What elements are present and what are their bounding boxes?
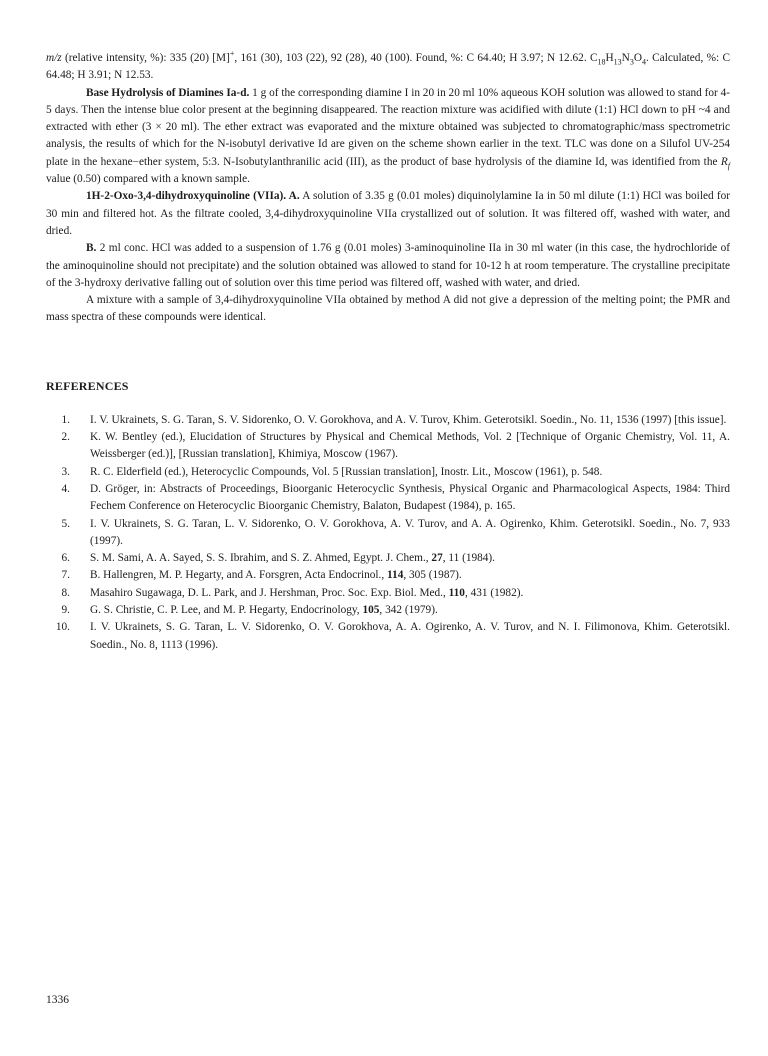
text-run: , 342 (1979). <box>379 604 438 617</box>
text-run: S. M. Sami, A. A. Sayed, S. S. Ibrahim, and S. Z. Ahmed, Egypt. J. Chem., <box>90 552 432 565</box>
text-run: H <box>605 52 614 64</box>
text-run: Base Hydrolysis of Diamines Ia-d. <box>86 86 250 99</box>
text-run: 2 ml conc. HCl was added to a suspension of 1.76 g (0.01 moles) 3-aminoquinoline IIa in 30 ml water (in this case, the hydrochloride of the aminoquinoline should not precipitate) and the solution obtained was allowed to stand for 10-12 h at room temperature. The crystalline precipitate of the 3-hydroxy derivative falling out of solution over this time period was filtered off, washed with water, and dried. <box>46 242 730 289</box>
text-run: I. V. Ukrainets, S. G. Taran, S. V. Sidorenko, O. V. Gorokhova, and A. V. Turov, Khim. Geterotsikl. Soedin., No. 11, 1536 (1997) [this issue]. <box>90 413 727 426</box>
text-run: R <box>720 155 728 168</box>
text-run: , 161 (30), 103 (22), 92 (28), 40 (100). Found, %: C 64.40; H 3.97; N 12.62. C <box>234 52 598 64</box>
text-run: . Calculated, %: C 64.48; H 3.91; N 12.53. <box>46 52 730 82</box>
text-run: , 431 (1982). <box>464 586 524 599</box>
references-list <box>46 412 730 654</box>
text-run: N <box>621 52 630 64</box>
reference-number: 4. <box>61 482 70 495</box>
text-run: , 11 (1984). <box>442 552 496 565</box>
text-run: B. Hallengren, M. P. Hegarty, and A. Forsgren, Acta Endocrinol., <box>90 569 388 582</box>
reference-item <box>46 619 730 654</box>
text-run: K. W. Bentley (ed.), Elucidation of Structures by Physical and Chemical Methods, Vol. 2 [Technique of Organic Chemistry, Vol. 11, A. Weissberger (ed.)], [Russian translation], Khimiya, Moscow (1967). <box>90 431 730 461</box>
text-run: f <box>727 161 730 171</box>
text-run: 105 <box>362 604 380 617</box>
text-run: D. Gröger, in: Abstracts of Proceedings, Bioorganic Heterocyclic Synthesis, Physical Organic and Pharmacological Aspects, 1984: Third Fechem Conference on Heterocyclic Bioorganic Chemistry, Balaton, Budapest (1984), p. 165. <box>90 482 730 513</box>
reference-item <box>46 412 730 429</box>
text-run: A mixture with a sample of 3,4-dihydroxyquinoline VIIa obtained by method A did not give a depression of the melting point; the PMR and mass spectra of these compounds were identical. <box>46 294 730 324</box>
paragraph <box>46 188 730 240</box>
reference-number: 1. <box>61 413 70 426</box>
reference-item <box>46 585 730 602</box>
reference-item <box>46 464 730 481</box>
references-heading: REFERENCES <box>46 378 129 393</box>
text-run: B. <box>86 242 97 255</box>
text-run: 114 <box>387 569 404 582</box>
page-number: 1336 <box>46 994 69 1006</box>
text-run: I. V. Ukrainets, S. G. Taran, L. V. Sidorenko, O. V. Gorokhova, A. A. Ogirenko, A. V. Turov, and N. I. Filimonova, Khim. Geterotsikl. Soedin., No. 8, 1113 (1996). <box>90 621 730 651</box>
text-run: G. S. Christie, C. P. Lee, and M. P. Hegarty, Endocrinology, <box>90 604 363 617</box>
text-run: R. C. Elderfield (ed.), Heterocyclic Compounds, Vol. 5 [Russian translation], Inostr. Lit., Moscow (1961), p. 548. <box>90 465 603 478</box>
text-run: 18 <box>597 57 606 67</box>
paragraph <box>46 85 730 189</box>
paragraph <box>46 240 730 292</box>
text-run: O <box>633 52 643 64</box>
text-run: 4 <box>642 57 647 67</box>
reference-item <box>46 481 730 516</box>
text-run: 1H-2-Oxo-3,4-dihydroxyquinoline (VIIa). A. <box>86 190 300 203</box>
experimental-section <box>46 50 730 327</box>
text-run: 3 <box>629 57 634 67</box>
text-run: Masahiro Sugawaga, D. L. Park, and J. Hershman, Proc. Soc. Exp. Biol. Med., <box>90 586 449 599</box>
text-run: value (0.50) compared with a known sample. <box>46 173 250 186</box>
reference-number: 3. <box>61 465 70 478</box>
reference-item <box>46 429 730 464</box>
reference-number: 6. <box>61 552 70 565</box>
text-run: + <box>229 49 235 59</box>
text-run: m/z <box>46 52 62 64</box>
text-run: (relative intensity, %): 335 (20) [M] <box>61 52 230 64</box>
text-run: A solution of 3.35 g (0.01 moles) diquinolylamine Ia in 50 ml dilute (1:1) HCl was boiled for 30 min and filtered hot. As the filtrate cooled, 3,4-dihydroxyquinoline VIIa crystallized out of solution. It was filtered off, washed with water, and dried. <box>46 190 730 237</box>
page-body <box>46 50 730 654</box>
text-run: 27 <box>431 552 443 565</box>
reference-number: 9. <box>61 604 70 617</box>
text-run: 13 <box>613 57 622 67</box>
reference-number: 8. <box>61 586 70 599</box>
reference-item <box>46 602 730 619</box>
reference-item <box>46 567 730 584</box>
paragraph <box>46 50 730 85</box>
paragraph <box>46 292 730 327</box>
reference-number: 5. <box>61 517 70 530</box>
text-run: I. V. Ukrainets, S. G. Taran, L. V. Sidorenko, O. V. Gorokhova, A. V. Turov, and A. A. Ogirenko, Khim. Geterotsikl. Soedin., No. 7, 933 (1997). <box>90 517 730 547</box>
text-run: 1 g of the corresponding diamine I in 20 in 20 ml 10% aqueous KOH solution was allowed to stand for 4-5 days. Then the intense blue color present at the beginning disappeared. The reaction mixture was acidified with dilute (1:1) HCl down to pH ~4 and extracted with ether (3 × 20 ml). The ether extract was evaporated and the mixture obtained was subjected to chromatographic/mass spectrometric analysis, the results of which for the N-isobutyl derivative Id are given on the scheme shown earlier in the text. TLC was done on a Silufol UV-254 plate in the hexane−ether system, 5:3. N-Isobutylanthranilic acid (III), as the product of base hydrolysis of the diamine Id, was identified from the <box>46 86 730 168</box>
reference-number: 7. <box>61 569 70 582</box>
reference-item <box>46 550 730 567</box>
reference-number: 10. <box>55 621 70 634</box>
reference-number: 2. <box>61 431 70 444</box>
text-run: , 305 (1987). <box>403 569 462 582</box>
text-run: 110 <box>448 586 465 599</box>
reference-item <box>46 516 730 551</box>
